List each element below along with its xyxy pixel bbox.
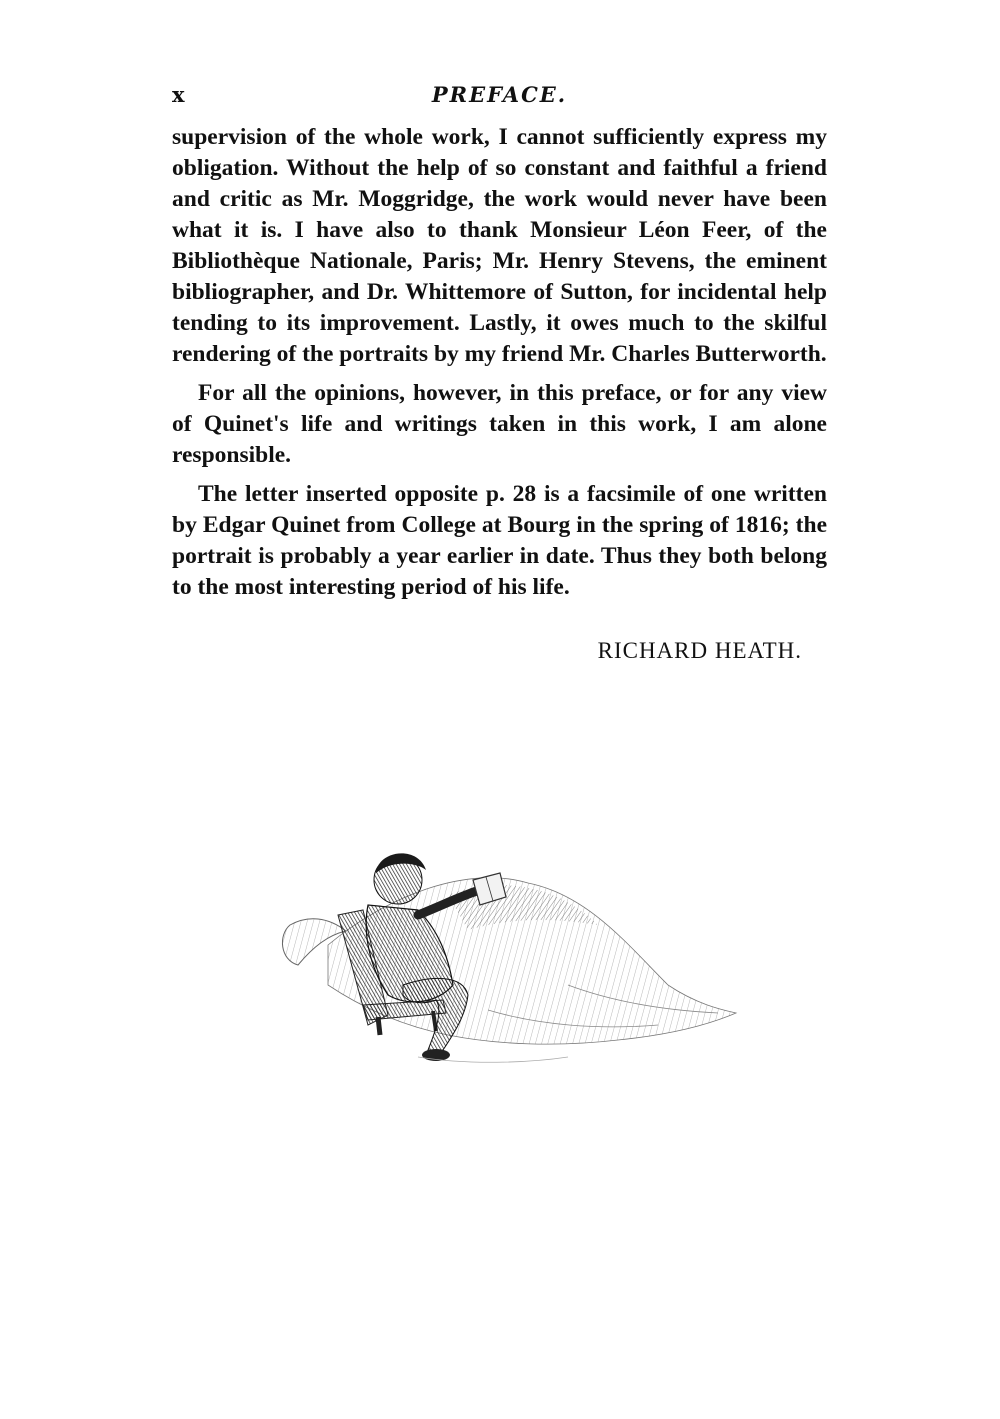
page-number: x bbox=[172, 82, 186, 107]
engraving-boy-reading-icon bbox=[268, 835, 738, 1080]
running-head: PREFACE. bbox=[431, 82, 568, 107]
paragraph-continuation: supervision of the whole work, I cannot sufficiently express my obligation. Without the help of so constant and faithful a friend and critic as Mr. Moggridge, the work would never have been what it is. I have also to thank Monsieur Léon Feer, of the Bibliothèque Nationale, Paris; Mr. Henry Stevens, the eminent bibliographer, and Dr. Whittemore of Sutton, for incidental help tending to its improvement. Lastly, it owes much to the skilful rendering of the portraits by my friend Mr. Charles Butterworth. bbox=[172, 124, 827, 367]
preface-body bbox=[172, 122, 827, 611]
author-signature: RICHARD HEATH. bbox=[597, 638, 802, 663]
page-header bbox=[172, 82, 827, 114]
paragraph-letter: The letter inserted opposite p. 28 is a facsimile of one written by Edgar Quinet from College at Bourg in the spring of 1816; the portrait is probably a year earlier in date. Thus they both belong to the most interesting period of his life. bbox=[172, 481, 827, 600]
paragraph-responsibility: For all the opinions, however, in this preface, or for any view of Quinet's life and writings taken in this work, I am alone responsible. bbox=[172, 380, 827, 468]
